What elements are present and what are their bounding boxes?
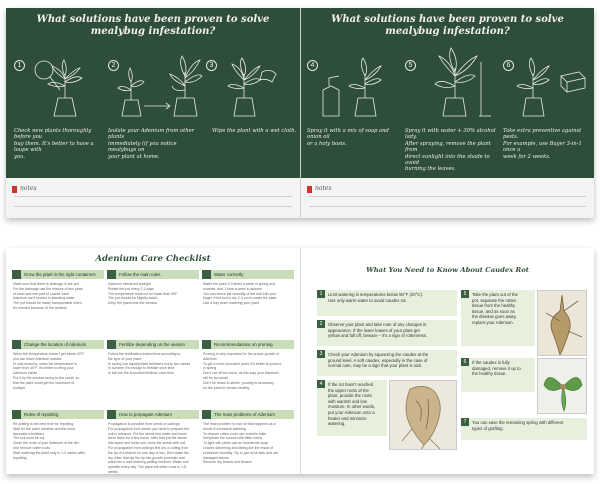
leaf-icon [202, 270, 211, 279]
cell-title: Water correctly [214, 272, 244, 277]
notes-line [309, 206, 586, 207]
bullet-line: them there for a few hours. After that put the seeds [108, 436, 187, 441]
step-number: 2 [108, 60, 119, 71]
tip-number: 4 [317, 380, 325, 388]
bullet-line: Start watering the plant only in 1-2 weeks after [13, 450, 85, 455]
cell-body [108, 282, 198, 306]
checklist-cell [202, 340, 294, 408]
checklist-cell [107, 340, 199, 408]
tip-text: Take the plant out of the pot, separate the rotten tissue from the healthy tissue, and as soon as the disease goes away, replant your Adenium. [472, 292, 518, 325]
graft-leaves-image [538, 359, 587, 414]
bullet-line: Clean the roots of your Adenium of the dirt [13, 441, 79, 446]
leaf-icon [12, 410, 21, 419]
cell-body [108, 422, 198, 474]
tip-number: 6 [461, 358, 469, 366]
bullet-line: Pruning is very important for the proper growth of [203, 352, 280, 356]
caudex-root-photo [389, 380, 457, 450]
bullet-line: the tip of a branch for one day or two, then water the [108, 450, 190, 455]
bullet-line: Propagation is possible from seeds or cuttings [108, 422, 180, 426]
bullet-line: in spring [203, 366, 217, 371]
bookmark-flag-icon [12, 186, 17, 193]
wipe-plant-sketch [212, 46, 292, 124]
bullet-line: repotting [13, 455, 27, 460]
bullet-line: it's needed because of the weather [13, 305, 68, 310]
bullet-line: Follow the fertilization instructions according to [108, 352, 181, 356]
step-number: 4 [307, 60, 318, 71]
cell-header [12, 270, 104, 279]
cell-title: Grow the plant in the right containers [24, 272, 96, 277]
tip-text: You can save the remaining spring with different types of grafting. [472, 420, 564, 431]
bullet-line: Leaves darkening and falling are the result of [203, 445, 273, 450]
tip-text: Check your Adenium by squeezing the caudex at the ground level. A soft caudex, especially in the case of normal care, may be a sign that your plant is sick. [328, 352, 429, 369]
step-number: 6 [503, 60, 514, 71]
checklist-page [6, 248, 300, 474]
leaf-icon [107, 410, 116, 419]
bullet-line: Water the plant 2-3 times a week in spring and [203, 282, 276, 286]
bullet-line: soil in advance. Put the seeds into water and leave [108, 431, 187, 436]
notes-line [14, 206, 292, 207]
cell-body [203, 282, 293, 306]
step-number: 3 [206, 60, 217, 71]
bullet-line: lower than 40°F, it's better to bring your [13, 366, 74, 371]
top-booklet [6, 8, 594, 218]
cell-title: The main problems of Adenium [214, 412, 275, 417]
preventive-sketch [509, 46, 591, 124]
notes-label: notes [20, 185, 37, 192]
cell-body [13, 422, 103, 460]
bullet-line: Use a tray when watering your plant [203, 301, 259, 306]
tip-box [461, 418, 587, 440]
bullet-line: The pot should be slightly acidic [108, 296, 158, 301]
bullet-line: For propagation from cuttings first dry a cutting from [108, 445, 189, 450]
step-caption: Take extra preventive against pests. For example, use Bayer 3-in-1 once a week for 2 weeks. [503, 128, 582, 160]
bullet-line: dry. After that dip the tip into growth promoter and [108, 455, 185, 460]
bottom-booklet [6, 248, 594, 474]
checklist-cell [202, 270, 294, 338]
cell-body [13, 282, 103, 311]
cell-title: Fertilize depending on the season [119, 342, 185, 347]
bullet-line: In cold seasons, when the temperature is [13, 361, 77, 366]
bullet-line: that the plant could get the maximum of [13, 380, 75, 385]
checklist-cell [202, 410, 294, 474]
tip-number: 1 [317, 290, 325, 298]
bullet-line: The soil must be dry [13, 436, 45, 441]
step-number: 1 [14, 60, 25, 71]
notes-label: notes [315, 185, 332, 192]
spray-alcohol-sketch [415, 42, 499, 124]
cell-header [202, 410, 294, 419]
bullet-line: will be too small [203, 375, 228, 380]
leaf-icon [202, 410, 211, 419]
bullet-line: For propagation from seeds you need to prepare the [108, 426, 190, 431]
tip-number: 3 [317, 350, 325, 358]
cell-header [107, 270, 199, 279]
checklist-cell [12, 410, 104, 474]
bullet-line: In fall use the succulent fertilizer once time [108, 371, 174, 376]
bullet-line: favorable conditions [13, 431, 45, 436]
bullet-line: result of excessive watering [203, 426, 246, 431]
bullet-line: into warm and loose soil, close the seeds with soil [108, 441, 186, 446]
bullet-line: the type of your plant [108, 356, 141, 361]
caudex-rot-title: What You Need to Know About Caudex Rot [366, 266, 529, 274]
step-caption: Spray it with water + 30% alcohol lady. After spraying, remove the plant from direct sunlight into the shade to avoid burning the leaves. [405, 128, 496, 173]
cell-header [107, 410, 199, 419]
bullet-line: Wait for the warm weather and the most [13, 426, 75, 431]
isolated-plants-sketch [114, 46, 204, 124]
bullet-line: Remove dry leaves and flowers [203, 460, 252, 465]
tip-box [317, 350, 457, 376]
leaf-icon [107, 340, 116, 349]
tip-box [317, 320, 457, 346]
cell-title: Recommendations on pruning [214, 342, 273, 347]
bullet-line: To recover rotten roots use a sterile knife [203, 431, 267, 436]
bullet-line: In summer it's enough to fertilize once time [108, 366, 175, 371]
magnifier-plant-sketch [24, 46, 100, 124]
graft-leaves-photo [537, 358, 587, 414]
bullet-line: Don't be afraid to sterile, pruning is necessary [203, 380, 274, 385]
cell-body [203, 422, 293, 465]
tip-box [461, 290, 535, 346]
bullet-line: for the plant to remain healthy [203, 385, 250, 390]
spray-soap-sketch [317, 46, 399, 124]
bullet-line: To fight with pests use an insecticide soap [203, 441, 269, 446]
cell-title: How to propagate Adenium [119, 412, 172, 417]
page-title: What solutions have been proven to solve mealybug infestation? [36, 14, 270, 37]
cell-header [202, 270, 294, 279]
bullet-line: The temperature must not be lower than 50F [108, 291, 178, 296]
leaf-icon [12, 340, 21, 349]
leaf-icon [12, 270, 21, 279]
bullet-line: You can check the humidity of the soil with your [203, 291, 277, 296]
chalkboard-panel [6, 8, 300, 178]
bullet-line: The pot should be easily transportable when [13, 301, 82, 306]
cell-header [12, 410, 104, 419]
bullet-line: you can leave Adenium outside [13, 356, 62, 361]
cell-header [107, 340, 199, 349]
step-caption: Wipe the plant with a wet cloth. [212, 128, 297, 134]
checklist-cell [12, 340, 104, 408]
tip-number: 5 [461, 290, 469, 298]
bullet-line: Put it by the window facing to the south, so [13, 375, 80, 380]
step-caption: Check new plants thoroughly before you buy them. It's better to have a loupe with you. [14, 128, 94, 160]
leaf-icon [107, 270, 116, 279]
chalkboard-panel [301, 8, 594, 178]
bullet-line: Adenium inside [13, 371, 37, 376]
bullet-line: Adenium needs full sunlight [108, 282, 151, 286]
cell-header [12, 340, 104, 349]
top-left-page [6, 8, 300, 218]
bullet-line: Don't cut off too much, as this way your Adenium [203, 371, 279, 376]
notes-section [301, 184, 594, 196]
checklist-title: Adenium Care Checklist [95, 254, 211, 264]
bullet-line: finger. If the soil is dry 2-3 cm to water the plant [203, 296, 277, 301]
tip-text: Observe your plant and take note of any changes in appearance. If the lower leaves of your plant get yellow and fall off, beware – it's a sign of rottenness. [328, 322, 428, 339]
cell-title: Follow the main rules [119, 272, 161, 277]
leaf-icon [202, 340, 211, 349]
bullet-line: sunlight [13, 385, 26, 390]
cell-title: Rules of repotting [24, 412, 59, 417]
bullet-line: sprinkle every day. The plant will strike roots in 2-8 [108, 465, 187, 470]
bullet-line: Keep the plant near the window [108, 301, 158, 306]
page-title: What solutions have been proven to solve mealybug infestation? [331, 14, 564, 37]
step-caption: Isolate your Adenium from other plants immediately (if you notice mealybugs on your plant at home. [108, 128, 195, 160]
bullet-line: To get a more succulent plant, it's better to prune it [203, 361, 282, 366]
bullet-line: When the temperature doesn't get below 40°F [13, 352, 85, 356]
notes-line [309, 196, 586, 197]
tip-text: If the rot hasn't reached the upper roots of the plant, provide the roots with warmth and low moisture. In other words, put your Adenium onto a heater and minimize watering. [328, 382, 376, 427]
bullet-line: Make sure that there is drainage in the pot [13, 282, 79, 286]
tip-box [317, 290, 457, 316]
tip-box [317, 380, 387, 436]
tip-number: 7 [461, 418, 469, 426]
cell-body [13, 352, 103, 390]
bookmark-flag-icon [307, 186, 312, 193]
top-right-page [300, 8, 594, 218]
bullet-line: excessive humidity. Try to get rid of dark and old [203, 450, 278, 455]
cell-body [203, 352, 293, 390]
caudex-rot-page [300, 248, 594, 474]
bullet-line: Adenium [203, 356, 217, 361]
bullet-line: Rotate the pot every 2-3 days [108, 286, 154, 291]
bullet-line: The main problem is root rot that happens as a [203, 422, 276, 426]
tip-text: Limit watering in temperatures below 50°F (20°C). Use only warm water to avoid caudex rot. [328, 292, 424, 303]
caudex-root-image [390, 381, 457, 450]
rotten-caudex-photo [537, 290, 587, 356]
bullet-line: Dehydrate the source with bitter herbs [203, 436, 263, 441]
bullet-line: weeks [108, 469, 118, 474]
bullet-line: For the drainage use the mixture of two parts [13, 286, 83, 291]
cell-header [202, 340, 294, 349]
tip-text: If the caudex is fully damaged, remove it up to the healthy tissue. [472, 360, 521, 377]
checklist-cell [107, 270, 199, 338]
bullet-line: damaged leaves [203, 455, 229, 460]
bullet-line: Adenium can't survive in standing water [13, 296, 75, 301]
tip-box [461, 358, 535, 392]
rotten-caudex-image [538, 291, 587, 356]
bullet-line: In spring use liquid/pellets fertilizers every two weeks [108, 361, 191, 366]
checklist-cell [12, 270, 104, 338]
step-number: 5 [405, 60, 416, 71]
checklist-cell [107, 410, 199, 474]
notes-line [14, 196, 292, 197]
bullet-line: summer, and 1 time a week in autumn [203, 286, 263, 291]
step-caption: Spray it with a mix of soap and onion oil or a holy basis. [307, 128, 389, 147]
bullet-line: Re-potting is the best time for repotting [13, 422, 74, 426]
notes-section [6, 184, 300, 196]
cell-title: Change the location of Adenium [24, 342, 87, 347]
bullet-line: and remove rotten roots [13, 445, 51, 450]
bullet-line: of sand and one part of coarse sand [13, 291, 70, 296]
bullet-line: plant into a well-draining potting medium. Water and [108, 460, 189, 465]
tip-number: 2 [317, 320, 325, 328]
cell-body [108, 352, 198, 376]
